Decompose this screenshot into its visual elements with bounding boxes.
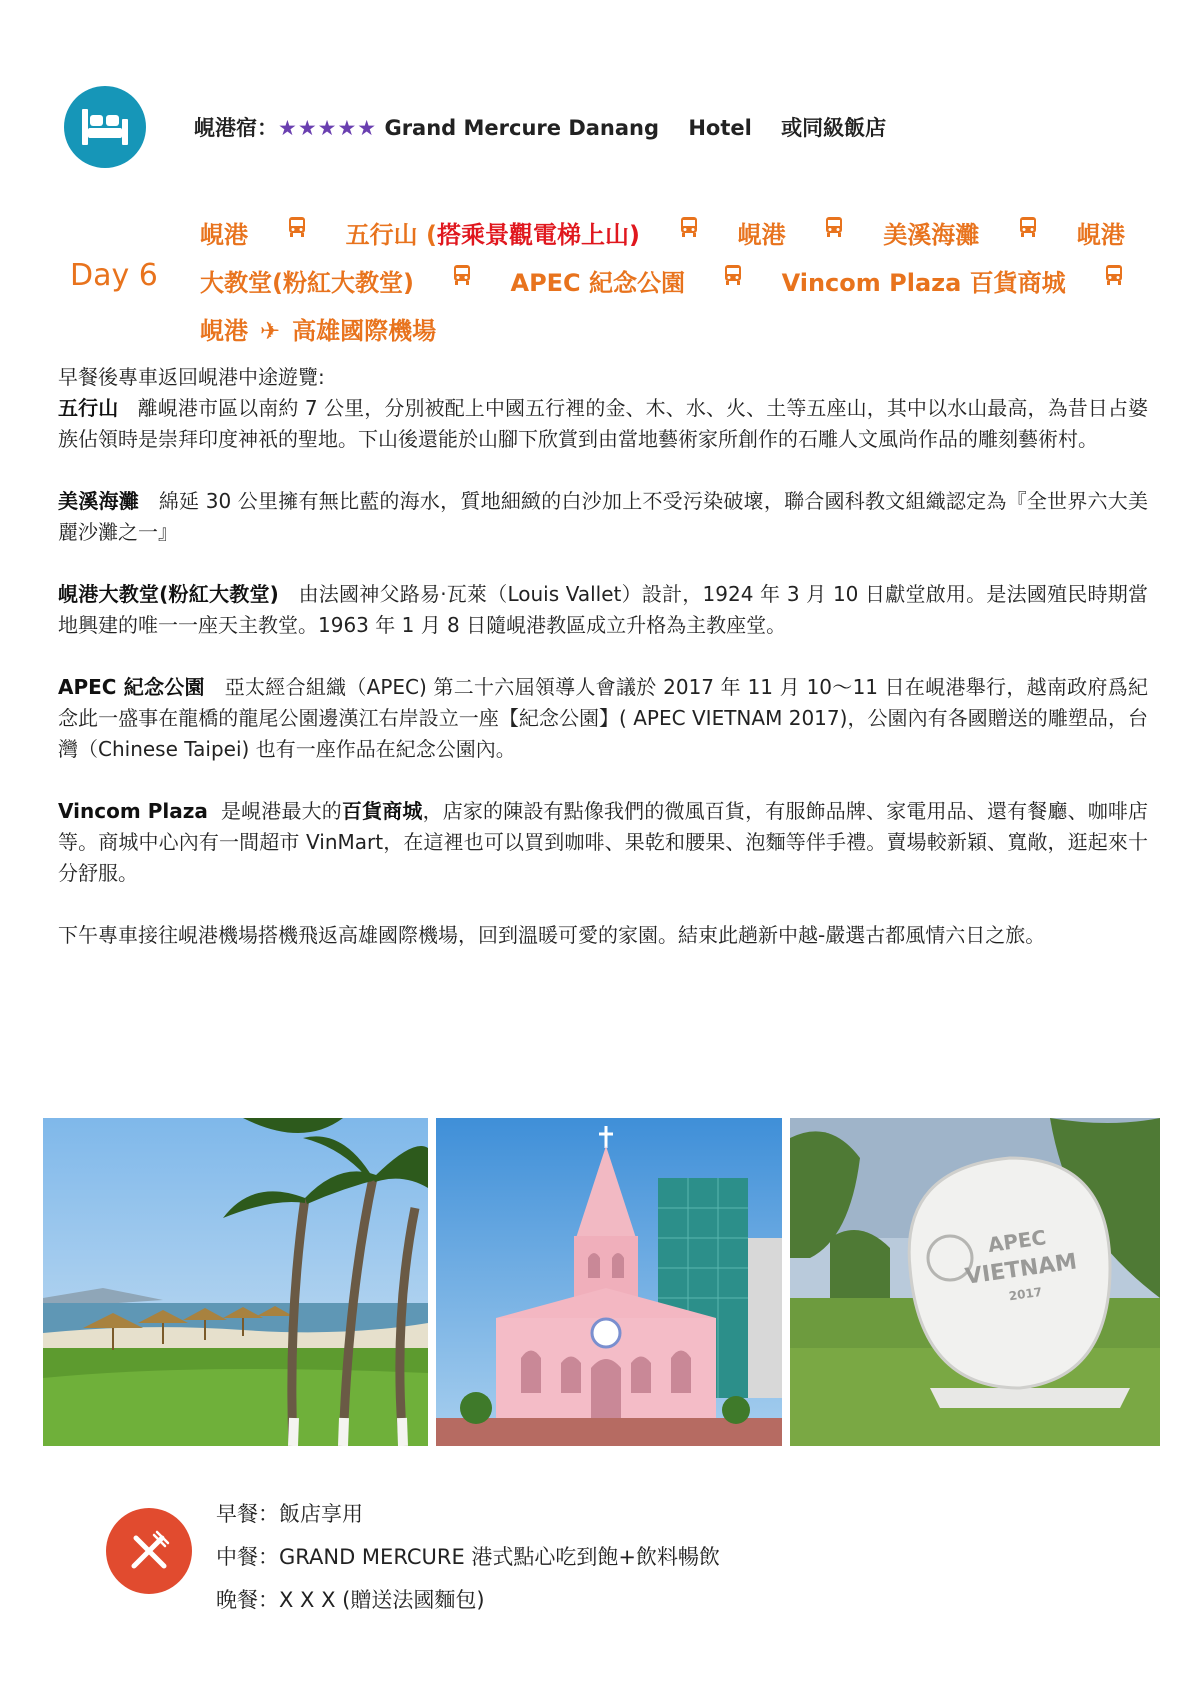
route-stop: 峴港 — [200, 221, 248, 249]
route-note: 搭乘景觀電梯上山) — [436, 221, 640, 249]
lunch-info: 中餐：GRAND MERCURE 港式點心吃到飽+飲料暢飲 — [216, 1545, 721, 1569]
vincom-title: Vincom Plaza — [58, 799, 208, 823]
bus-icon — [1019, 215, 1037, 250]
church-photo — [436, 1118, 782, 1446]
route-line-3 — [200, 311, 1125, 346]
route-stop: 峴港 — [1076, 221, 1125, 249]
church-title: 峴港大教堂(粉紅大教堂) — [58, 582, 279, 606]
route-stop: 高雄國際機場 — [292, 317, 437, 345]
hotel-info — [194, 112, 886, 142]
bed-icon — [64, 86, 146, 168]
stone-text-year: 2017 — [1007, 1284, 1043, 1304]
beach-text: 綿延 30 公里擁有無比藍的海水，質地細緻的白沙加上不受污染破壞，聯合國科教文組織認定為『全世界六大美麗沙灘之一』 — [58, 489, 1149, 544]
fork-knife-icon — [106, 1508, 192, 1594]
paragraph-church — [58, 579, 1148, 641]
hotel-type: Hotel — [688, 116, 752, 140]
route-stop: 五行山 — [345, 221, 418, 249]
route-stop: 峴港 — [200, 317, 248, 345]
route-stop: Vincom Plaza 百貨商城 — [781, 269, 1066, 297]
bus-icon — [1105, 263, 1123, 298]
route-stop: 美溪海灘 — [883, 221, 980, 249]
dinner-info: 晚餐：X X X (贈送法國麵包) — [216, 1588, 485, 1612]
closing-text: 下午專車接往峴港機場搭機飛返高雄國際機場，回到溫暖可愛的家園。結束此趟新中越-嚴選古都風情六日之旅。 — [58, 923, 1046, 947]
vincom-text-2: ，店家的陳設有點像我們的微風百貨，有服飾品牌、家電用品、還有餐廳、咖啡店等。商城中心內有一間超市 VinMart，在這裡也可以買到咖啡、果乾和腰果、泡麵等伴手禮。賣場較新穎、寬敞，逛起來十分舒服。 — [58, 799, 1149, 885]
intro-text: 早餐後專車返回峴港中途遊覽: — [58, 365, 325, 389]
bus-icon — [724, 263, 742, 298]
day-label: Day 6 — [70, 258, 158, 293]
apec-title: APEC 紀念公園 — [58, 675, 205, 699]
hotel-name: Grand Mercure Danang — [384, 116, 660, 140]
route-stop: 峴港 — [737, 221, 786, 249]
meals-list — [216, 1493, 720, 1622]
hotel-prefix: 峴港宿： — [194, 116, 278, 140]
bus-icon — [453, 263, 471, 298]
route-stop: 大教堂(粉紅大教堂) — [200, 269, 414, 297]
paragraph-beach — [58, 486, 1148, 548]
church-text: 由法國神父路易·瓦萊（Louis Vallet）設計，1924 年 3 月 10 日獻堂啟用。是法國殖民時期當地興建的唯一一座天主教堂。1963 年 1 月 8 日隨峴港教區成立升格為主教座堂。 — [58, 582, 1148, 637]
beach-photo — [43, 1118, 428, 1446]
wuxing-title: 五行山 — [58, 396, 119, 420]
route-line-2 — [200, 263, 1125, 298]
airplane-icon: ✈ — [260, 317, 281, 345]
hotel-suffix: 或同級飯店 — [781, 116, 887, 140]
vincom-bold: 百貨商城 — [341, 799, 423, 823]
bus-icon — [288, 215, 306, 250]
vincom-text-1: 是峴港最大的 — [220, 799, 342, 823]
route-note-open: ( — [426, 221, 437, 249]
paragraph-wuxing — [58, 393, 1148, 455]
route-line-1 — [200, 215, 1125, 250]
paragraph-vincom — [58, 796, 1148, 889]
itinerary-body — [58, 362, 1148, 951]
apec-monument-photo — [790, 1118, 1160, 1446]
bus-icon — [680, 215, 698, 250]
stone-text-apec: APEC — [986, 1225, 1048, 1258]
route-stop: APEC 紀念公園 — [510, 269, 686, 297]
beach-title: 美溪海灘 — [58, 489, 139, 513]
paragraph-apec — [58, 672, 1148, 765]
apec-text: 亞太經合組織（APEC) 第二十六屆領導人會議於 2017 年 11 月 10～11 日在峴港舉行，越南政府爲紀念此一盛事在龍橋的龍尾公園邊漢江右岸設立一座【紀念公園】( APEC VIETNAM 2017)，公園內有各國贈送的雕塑品，台灣（Chinese Taipei) 也有一座作品在紀念公園內。 — [58, 675, 1148, 761]
breakfast-info: 早餐：飯店享用 — [216, 1502, 363, 1526]
bus-icon — [825, 215, 843, 250]
stone-text-vietnam: VIETNAM — [963, 1249, 1079, 1290]
wuxing-text: 離峴港市區以南約 7 公里，分別被配上中國五行裡的金、木、水、火、土等五座山，其中以水山最高，為昔日占婆族佔領時是崇拜印度神祇的聖地。下山後還能於山腳下欣賞到由當地藝術家所創作的石雕人文風尚作品的雕刻藝術村。 — [58, 396, 1148, 451]
hotel-stars: ★★★★★ — [278, 116, 378, 140]
